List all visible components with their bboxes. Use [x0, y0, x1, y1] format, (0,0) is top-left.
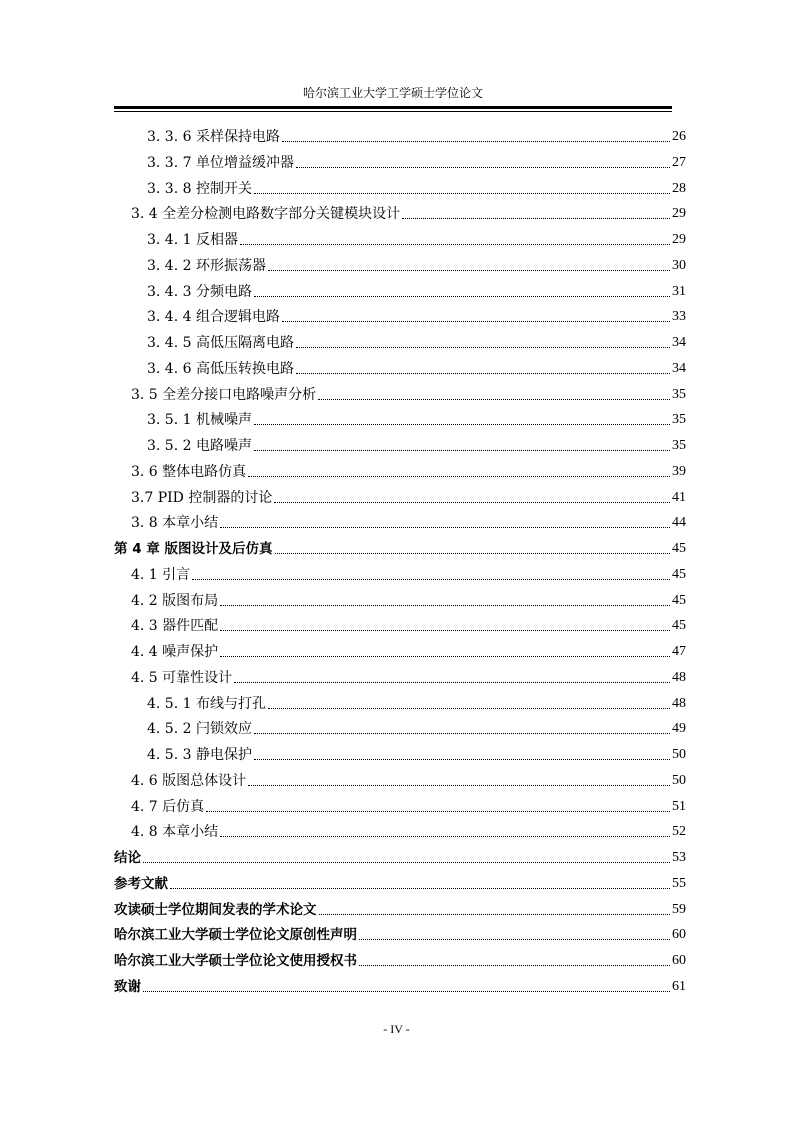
- toc-entry-title: 3. 3. 8 控制开关: [147, 180, 252, 197]
- toc-entry[interactable]: [147, 278, 686, 300]
- toc-entry-page: 26: [672, 129, 686, 144]
- toc-entry-page: 52: [672, 824, 686, 840]
- toc-entry-title: 3. 3. 7 单位增益缓冲器: [147, 154, 294, 171]
- toc-entry-page: 59: [672, 901, 686, 917]
- toc-entry-title: 4. 5 可靠性设计: [131, 669, 233, 686]
- toc-entry[interactable]: [147, 741, 686, 763]
- toc-entry[interactable]: [114, 844, 686, 866]
- toc-entry-page: 44: [672, 515, 686, 531]
- toc-dot-leader: [254, 450, 670, 451]
- toc-entry-page: 34: [672, 360, 686, 376]
- toc-dot-leader: [359, 965, 670, 966]
- toc-entry-page: 33: [672, 309, 686, 325]
- page-number: - IV -: [383, 1022, 410, 1036]
- toc-entry-title: 3. 5. 2 电路噪声: [147, 438, 252, 454]
- toc-entry-page: 60: [672, 953, 686, 968]
- toc-entry[interactable]: [147, 355, 686, 377]
- toc-dot-leader: [206, 811, 670, 812]
- toc-entry-page: 35: [672, 438, 686, 453]
- toc-entry-page: 35: [672, 386, 686, 402]
- toc-entry-page: 53: [672, 850, 686, 865]
- toc-dot-leader: [254, 193, 670, 194]
- toc-entry-title: 4. 4 噪声保护: [131, 644, 219, 660]
- toc-entry-title: 4. 1 引言: [131, 566, 191, 583]
- header-rule-thin: [114, 111, 672, 112]
- toc-entry[interactable]: [114, 870, 686, 892]
- toc-entry-title: 4. 5. 1 布线与打孔: [147, 695, 266, 712]
- toc-entry[interactable]: [131, 793, 686, 815]
- toc-entry-title: 4. 7 后仿真: [131, 798, 205, 815]
- toc-entry-title: 3. 4. 3 分频电路: [147, 283, 252, 300]
- toc-entry-title: 致谢: [114, 978, 141, 995]
- toc-entry-title: 4. 5. 3 静电保护: [147, 747, 252, 763]
- toc-entry[interactable]: [131, 612, 686, 634]
- toc-entry-page: 48: [672, 695, 686, 711]
- toc-entry-title: 4. 3 器件匹配: [131, 618, 219, 635]
- toc-dot-leader: [192, 579, 670, 580]
- toc-entry[interactable]: [131, 638, 686, 660]
- toc-entry-page: 39: [672, 463, 686, 479]
- toc-entry-page: 55: [672, 875, 686, 891]
- toc-entry-page: 48: [672, 669, 686, 685]
- toc-entry[interactable]: [147, 175, 686, 197]
- toc-entry[interactable]: [114, 535, 686, 557]
- toc-entry-page: 31: [672, 283, 686, 299]
- toc-dot-leader: [170, 888, 670, 889]
- toc-entry-page: 41: [672, 489, 686, 505]
- toc-entry-page: 28: [672, 180, 686, 196]
- toc-dot-leader: [296, 167, 670, 168]
- toc-entry[interactable]: [147, 329, 686, 351]
- header-rule-thick: [114, 106, 672, 109]
- toc-dot-leader: [143, 862, 670, 863]
- toc-entry-page: 27: [672, 154, 686, 170]
- toc-entry-title: 3. 8 本章小结: [131, 515, 219, 532]
- toc-entry-page: 45: [672, 592, 686, 608]
- toc-entry[interactable]: [131, 509, 686, 531]
- toc-entry-page: 60: [672, 927, 686, 943]
- toc-dot-leader: [274, 502, 670, 503]
- toc-dot-leader: [254, 424, 670, 425]
- toc-entry[interactable]: [131, 200, 686, 222]
- toc-entry-title: 3. 5. 1 机械噪声: [147, 412, 252, 429]
- toc-entry-page: 50: [672, 747, 686, 762]
- toc-entry[interactable]: [131, 458, 686, 480]
- toc-dot-leader: [402, 218, 670, 219]
- toc-dot-leader: [319, 914, 671, 915]
- toc-entry-title: 3. 4. 2 环形振荡器: [147, 257, 266, 274]
- toc-entry-page: 30: [672, 257, 686, 273]
- toc-dot-leader: [296, 373, 670, 374]
- toc-entry[interactable]: [147, 715, 686, 737]
- toc-dot-leader: [254, 759, 670, 760]
- toc-entry-title: 3. 6 整体电路仿真: [131, 463, 247, 480]
- running-header: 哈尔滨工业大学工学硕士学位论文: [302, 86, 483, 100]
- toc-entry-title: 3. 4. 4 组合逻辑电路: [147, 309, 280, 326]
- toc-dot-leader: [318, 399, 670, 400]
- toc-entry-page: 45: [672, 566, 686, 582]
- toc-entry-title: 3. 4. 5 高低压隔离电路: [147, 335, 294, 351]
- toc-entry-title: 4. 6 版图总体设计: [131, 772, 247, 789]
- toc-entry-page: 29: [672, 206, 686, 222]
- toc-dot-leader: [275, 553, 671, 554]
- toc-dot-leader: [220, 630, 670, 631]
- toc-entry-title: 3. 5 全差分接口电路噪声分析: [131, 386, 317, 403]
- toc-entry-title: 第 4 章 版图设计及后仿真: [114, 541, 273, 557]
- toc-entry-title: 3.7 PID 控制器的讨论: [131, 489, 273, 506]
- toc-entry-page: 45: [672, 618, 686, 634]
- toc-dot-leader: [296, 347, 670, 348]
- toc-dot-leader: [220, 605, 670, 606]
- toc-entry[interactable]: [147, 226, 686, 248]
- toc-dot-leader: [220, 527, 670, 528]
- toc-dot-leader: [240, 244, 670, 245]
- toc-entry-page: 34: [672, 335, 686, 350]
- toc-entry[interactable]: [147, 690, 686, 712]
- toc-dot-leader: [143, 991, 670, 992]
- toc-entry-title: 3. 4. 1 反相器: [147, 232, 238, 248]
- toc-dot-leader: [220, 836, 670, 837]
- toc-entry-page: 29: [672, 232, 686, 247]
- toc-entry[interactable]: [147, 252, 686, 274]
- toc-entry[interactable]: [147, 123, 686, 145]
- toc-entry-title: 3. 4 全差分检测电路数字部分关键模块设计: [131, 206, 401, 223]
- toc-dot-leader: [268, 270, 670, 271]
- toc-entry[interactable]: [131, 818, 686, 840]
- toc-entry-title: 4. 5. 2 闩锁效应: [147, 721, 252, 738]
- toc-entry-page: 50: [672, 772, 686, 788]
- toc-dot-leader: [220, 656, 670, 657]
- toc-entry-title: 哈尔滨工业大学硕士学位论文原创性声明: [114, 927, 357, 944]
- toc-entry-title: 结论: [114, 850, 141, 866]
- toc-dot-leader: [254, 733, 670, 734]
- toc-entry-title: 哈尔滨工业大学硕士学位论文使用授权书: [114, 953, 357, 969]
- toc-entry[interactable]: [131, 587, 686, 609]
- toc-entry[interactable]: [131, 561, 686, 583]
- toc-entry-title: 3. 3. 6 采样保持电路: [147, 129, 280, 145]
- toc-entry[interactable]: [147, 303, 686, 325]
- toc-dot-leader: [282, 321, 670, 322]
- toc-dot-leader: [268, 708, 670, 709]
- toc-dot-leader: [254, 296, 670, 297]
- toc-entry[interactable]: [114, 947, 686, 969]
- toc-dot-leader: [234, 682, 670, 683]
- toc-dot-leader: [248, 476, 670, 477]
- toc-entry[interactable]: [131, 484, 686, 506]
- toc-entry-title: 3. 4. 6 高低压转换电路: [147, 360, 294, 377]
- toc-entry-page: 61: [672, 978, 686, 994]
- toc-entry[interactable]: [147, 432, 686, 454]
- toc-entry-page: 49: [672, 721, 686, 737]
- toc-entry[interactable]: [147, 406, 686, 428]
- toc-entry-page: 47: [672, 644, 686, 659]
- toc-entry-title: 4. 8 本章小结: [131, 824, 219, 841]
- toc-entry-title: 参考文献: [114, 875, 168, 892]
- toc-entry[interactable]: [114, 973, 686, 995]
- toc-entry[interactable]: [131, 664, 686, 686]
- toc-dot-leader: [359, 939, 670, 940]
- toc-dot-leader: [248, 785, 670, 786]
- toc-entry-page: 45: [672, 541, 686, 556]
- toc-dot-leader: [282, 141, 670, 142]
- toc-entry-page: 35: [672, 412, 686, 428]
- toc-entry[interactable]: [147, 149, 686, 171]
- toc-entry[interactable]: [131, 767, 686, 789]
- toc-entry-page: 51: [672, 798, 686, 814]
- toc-entry-title: 攻读硕士学位期间发表的学术论文: [114, 901, 317, 918]
- toc-entry[interactable]: [114, 921, 686, 943]
- toc-entry[interactable]: [114, 896, 686, 918]
- toc-entry-title: 4. 2 版图布局: [131, 592, 219, 609]
- toc-entry[interactable]: [131, 381, 686, 403]
